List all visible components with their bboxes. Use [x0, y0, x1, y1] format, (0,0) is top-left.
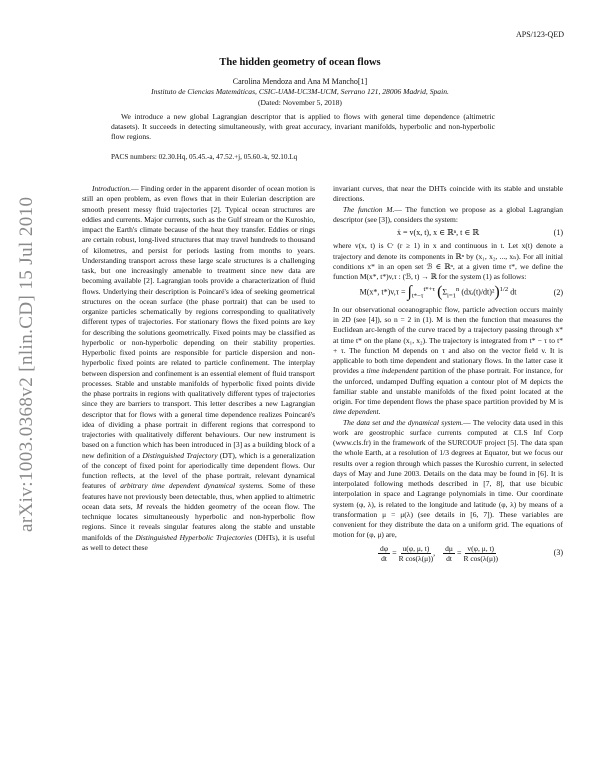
equation-1 [333, 228, 563, 238]
sum-sign: Σ [442, 287, 448, 297]
equation-2-number: (2) [553, 288, 563, 298]
report-number: APS/123-QED [515, 30, 564, 39]
dt-term: Distinguished Trajectory [142, 450, 218, 460]
paren-open: ( [437, 283, 443, 301]
function-m-paragraph: The function M.— The function we propose as a global Lagrangian descriptor (see [3]), considers the system: [333, 204, 564, 224]
intro-heading: Introduction. [92, 184, 132, 193]
equation-3-body: $\frac{d\varphi}{dt}$ = $\frac{u(\varphi, \mu, t)}{\text{R cos(λ(μ))}}$ , $\frac{d\mu}{dt}$ = $\frac{v(\varphi, \mu, t)}{\text{R cos(λ(μ))}}$ [380, 543, 498, 563]
dht-term: Distinguished Hyperbolic Trajectories [135, 532, 253, 542]
time-dependent-term: time dependent. [333, 407, 381, 417]
paragraph-continued: invariant curves, that near the DHTs coincide with its stable and unstable directions. [333, 184, 563, 204]
authors: Carolina Mendoza and Ana M Mancho[1] [232, 77, 368, 86]
paren-close: ) [494, 283, 500, 301]
equation-1-body: ẋ = v(x, t), x ∈ ℝⁿ, t ∈ ℝ [397, 228, 479, 237]
equation-1-number: (1) [553, 228, 563, 237]
definition-paragraph: where v(x, t) is Cʳ (r ≥ 1) in x and continuous in t. Let x(t) denote a trajectory and denote its components in ℝⁿ by (x₁, x₂, ..., xₙ). For all initial conditions x* in an open set ℬ ∈ ℝⁿ, at a given time t*, we define the function M(x*, t*)v,τ : (ℬ, t) → ℝ for the system (1) as follows: [333, 241, 563, 281]
equation-3-number: (3) [553, 547, 563, 557]
date-line: (Dated: November 5, 2018) [258, 98, 342, 107]
paper-title: The hidden geometry of ocean flows [219, 57, 381, 68]
affiliation: Instituto de Ciencias Matemáticas, CSIC-UAM-UC3M-UCM, Serrano 121, 28006 Madrid, Spain. [151, 87, 449, 96]
integral-sign: ∫ [407, 283, 412, 301]
equation-2-body: M(x*, $t*)v,\tau = \int_{t*-\tau}^{t*+\tau}$ ($\Sigma_{i=1}^n$ (dxᵢ(t)/dt)²)$^{1/2}$ dt [359, 283, 517, 301]
left-column [82, 184, 315, 553]
arc-length-paragraph: In our observational oceanographic flow, particle advection occurs mainly in 2D (see [4]), so n = 2 in (1). M is then the function that measures the Euclidean arc-length of the curve traced by a trajectory passing through x* at time t* on the plane (x₁, x₂). The trajectory is integrated from t* − τ to t* + τ. The function M depends on τ and also on the vector field v. It is applicable to both time dependent and stationary flows. In the latter case it provides a time independent partition of the phase portrait. For instance, for the unforced, undamped Duffing equation a contour plot of M depicts the familiar stable and unstable manifolds of the fixed point located at the origin. For time dependent flows the phase space partition provided by M is time dependent. [333, 304, 563, 417]
arbitrary-term: arbitrary time dependent dynamical systems. [120, 481, 264, 491]
data-set-paragraph: The data set and the dynamical system.— The velocity data used in this work are geostrophic surface currents computed at CLS Inf Corp (www.cls.fr) in the framework of the SURCOUF project [5]. The data span the whole Earth, at a resolution of 1/3 degrees at Equator, but we focus our results over a region through which passes the Kuroshio current, in selected days of May and June 2003. Details on the data may be found in [6]. It is interpolated following methods described in [7, 8], that use bicubic interpolation in space and Lagrange polynomials in time. Our coordinate system (φ, λ), is related to the longitude and latitude (φ, λ) by means of a transformation μ = μ(λ) (see details in [6, 7]). These variables are convenient for they distribute the data on a uniform grid. The equations of motion for (φ, μ) are, [333, 417, 563, 540]
data-set-heading: The data set and the dynamical system. [343, 417, 464, 427]
pacs-numbers: PACS numbers: 02.30.Hq, 05.45.-a, 47.52.+j, 05.60.-k, 92.10.Lq [111, 153, 298, 161]
equation-2 [333, 285, 563, 302]
function-m-heading: The function M. [343, 204, 395, 214]
arxiv-stamp: arXiv:1003.0368v2 [nlin.CD] 15 Jul 2010 [16, 196, 37, 532]
right-column [333, 184, 563, 566]
equation-3 [333, 544, 563, 563]
intro-paragraph: Introduction.— Finding order in the apparent disorder of ocean motion is still an open problem, as even flows that in their Eulerian description are smooth present messy fluid trajectories [2]. Typical ocean structures are eddies and currents. Major currents, such as the Gulf stream or the Kuroshio, impact the Earth's climate because of the heat they transfer. Eddies or rings are certain robust, long-lived structures that may travel hundreds to thousand of kilometres, and persist for periods lasting from months to years. Understanding transport across these large scale structures is a challenging task, but one increasingly amenable to treatment since new data are becoming available [2]. Lagrangian tools provide a characterization of fluid flows. Underlying their description is Poincaré's idea of seeking geometrical structures on the ocean surface (the phase portrait) that can be used to organize particles schematically by regions corresponding to qualitatively different types of trajectories. For stationary flows the fixed points are key for describing the solutions geometrically. Fixed points may be classified as hyperbolic or non-hyperbolic depending on their stability properties. Hyperbolic fixed points are responsible for particle dispersion and non-hyperbolic fixed points are related to particle confinement. The interplay between dispersion and confinement is an essential element of fluid transport processes. Stable and unstable manifolds of hyperbolic fixed points divide the phase portraits in regions with qualitatively different types of trajectories since they are barriers to transport. This letter describes a new Lagrangian descriptor that for flows with a general time dependence realizes Poincaré's idea of dividing a phase portrait in different regions that correspond to trajectories with qualitatively different behaviours. Our new instrument is based on a function which has been introduced in [3] as a building block of a new definition of a Distinguished Trajectory (DT), which is a generalization of the concept of fixed point for aperiodically time dependent flows. Our function reflects, at the level of the phase portrait, relevant dynamical features of arbitrary time dependent dynamical systems. Some of these features have not previously been detectable, thus, when applied to altimetric ocean data sets, M reveals the hidden geometry of the ocean flow. The technique locates simultaneously hyperbolic and non-hyperbolic flow regions. Since it reveals singular features along the stable and unstable manifolds of the Distinguished Hyperbolic Trajectories (DHTs), it is useful as well to detect these [82, 184, 316, 552]
time-independent-term: time independent [366, 366, 419, 376]
abstract: We introduce a new global Lagrangian descriptor that is applied to flows with general time dependence (altimetric datasets). It succeeds in detecting simultaneously, with great accuracy, invariant manifolds, hyperbolic and non-hyperbolic flow regions. [111, 112, 495, 142]
